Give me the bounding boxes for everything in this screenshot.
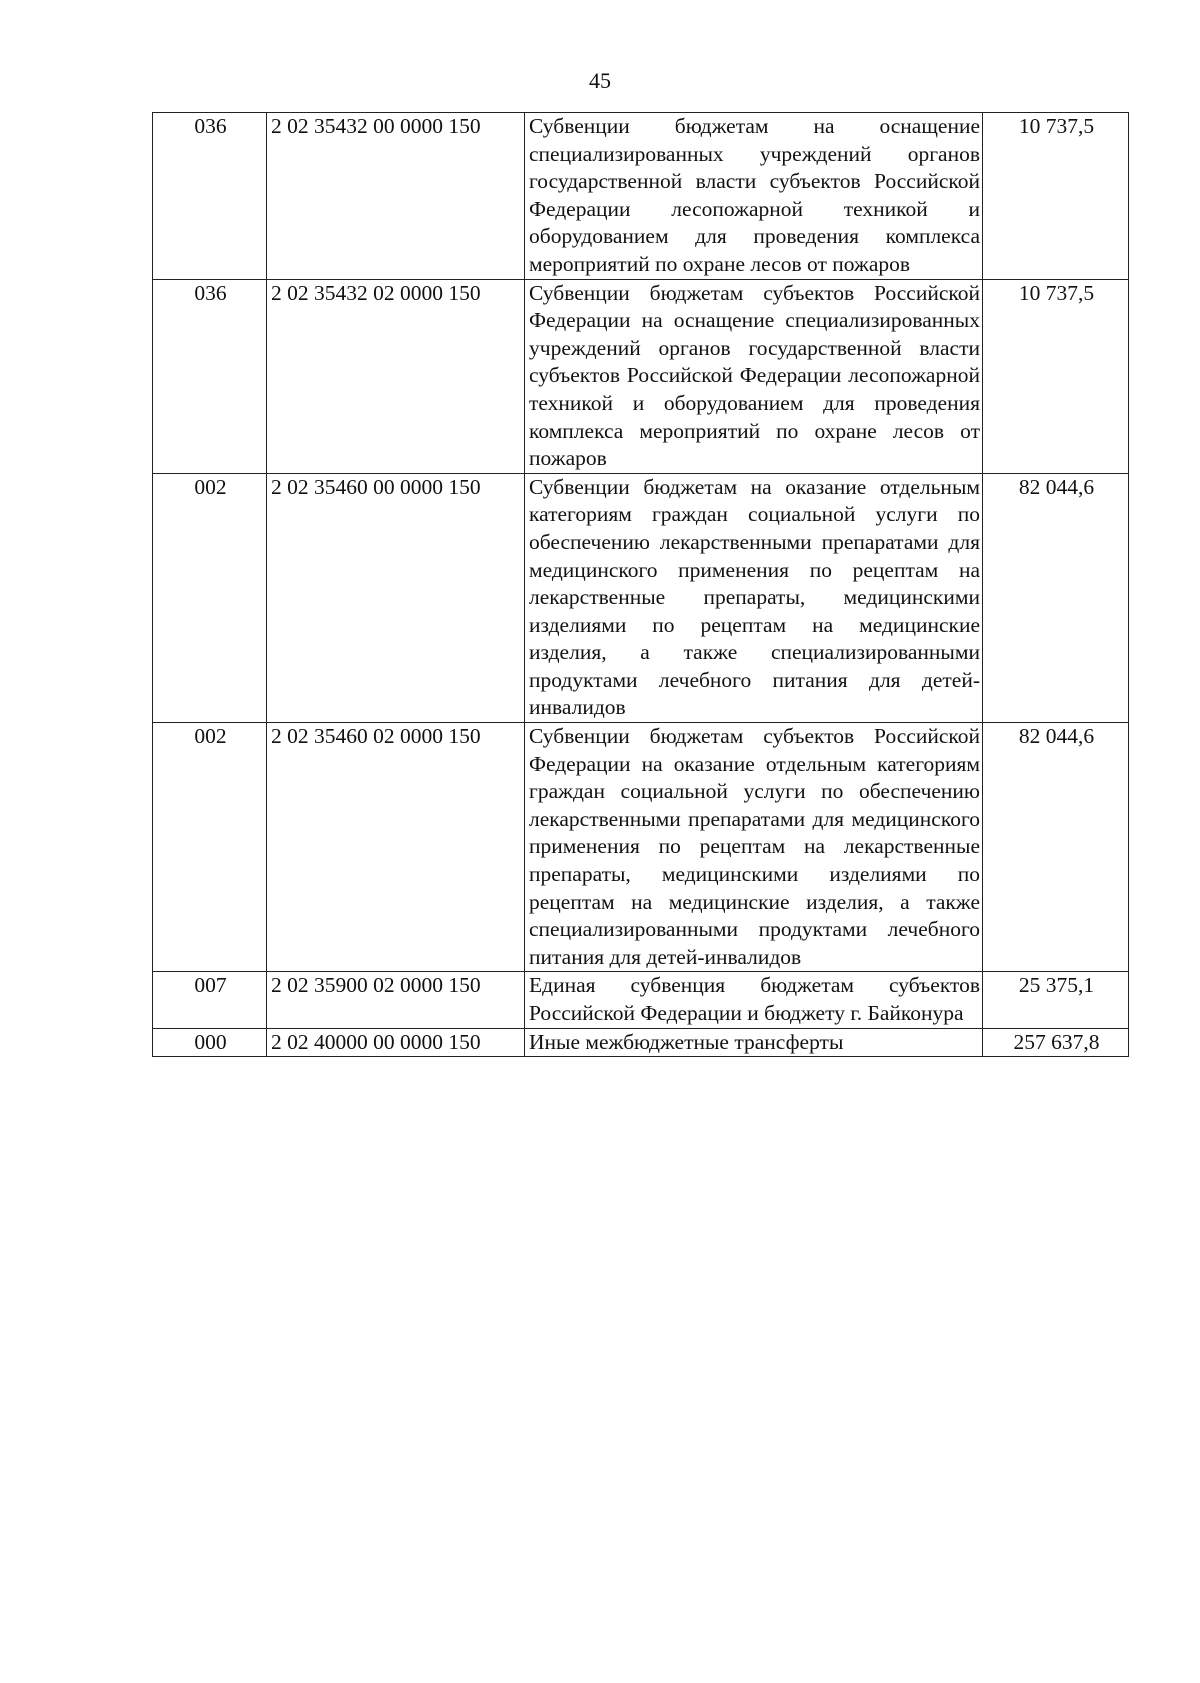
revenue-name-cell: Единая субвенция бюджетам субъектов Российской Федерации и бюджету г. Байконура — [525, 972, 983, 1028]
admin-code-cell: 036 — [153, 113, 267, 280]
table-row — [153, 113, 1129, 280]
admin-code-cell: 002 — [153, 723, 267, 972]
table-row — [153, 972, 1129, 1028]
admin-code-cell: 002 — [153, 473, 267, 722]
table-row — [153, 279, 1129, 473]
admin-code-cell: 007 — [153, 972, 267, 1028]
amount-cell: 82 044,6 — [983, 473, 1129, 722]
admin-code-cell: 036 — [153, 279, 267, 473]
budget-code-cell: 2 02 35432 00 0000 150 — [267, 113, 525, 280]
budget-code-cell: 2 02 35432 02 0000 150 — [267, 279, 525, 473]
revenue-name-cell: Субвенции бюджетам субъектов Российской Федерации на оказание отдельным категориям граждан социальной услуги по обеспечению лекарственными препаратами для медицинского применения по рецептам на лекарственные препараты, медицинскими изделиями по рецептам на медицинские изделия, а также специализированными продуктами лечебного питания для детей-инвалидов — [525, 723, 983, 972]
revenue-name-cell: Субвенции бюджетам на оснащение специализированных учреждений органов государственной власти субъектов Российской Федерации лесопожарной техникой и оборудованием для проведения комплекса мероприятий по охране лесов от пожаров — [525, 113, 983, 280]
budget-code-cell: 2 02 35460 00 0000 150 — [267, 473, 525, 722]
page-number: 45 — [589, 68, 611, 93]
amount-cell: 10 737,5 — [983, 279, 1129, 473]
budget-code-cell: 2 02 35460 02 0000 150 — [267, 723, 525, 972]
budget-code-cell: 2 02 35900 02 0000 150 — [267, 972, 525, 1028]
budget-code-cell: 2 02 40000 00 0000 150 — [267, 1028, 525, 1057]
budget-table — [152, 112, 1129, 1057]
amount-cell: 10 737,5 — [983, 113, 1129, 280]
admin-code-cell: 000 — [153, 1028, 267, 1057]
amount-cell: 257 637,8 — [983, 1028, 1129, 1057]
revenue-name-cell: Субвенции бюджетам субъектов Российской Федерации на оснащение специализированных учреждений органов государственной власти субъектов Российской Федерации лесопожарной техникой и оборудованием для проведения комплекса мероприятий по охране лесов от пожаров — [525, 279, 983, 473]
table-row — [153, 473, 1129, 722]
table-row — [153, 723, 1129, 972]
revenue-name-cell: Субвенции бюджетам на оказание отдельным категориям граждан социальной услуги по обеспечению лекарственными препаратами для медицинского применения по рецептам на лекарственные препараты, медицинскими изделиями по рецептам на медицинские изделия, а также специализированными продуктами лечебного питания для детей-инвалидов — [525, 473, 983, 722]
amount-cell: 82 044,6 — [983, 723, 1129, 972]
revenue-name-cell: Иные межбюджетные трансферты — [525, 1028, 983, 1057]
table-row — [153, 1028, 1129, 1057]
amount-cell: 25 375,1 — [983, 972, 1129, 1028]
